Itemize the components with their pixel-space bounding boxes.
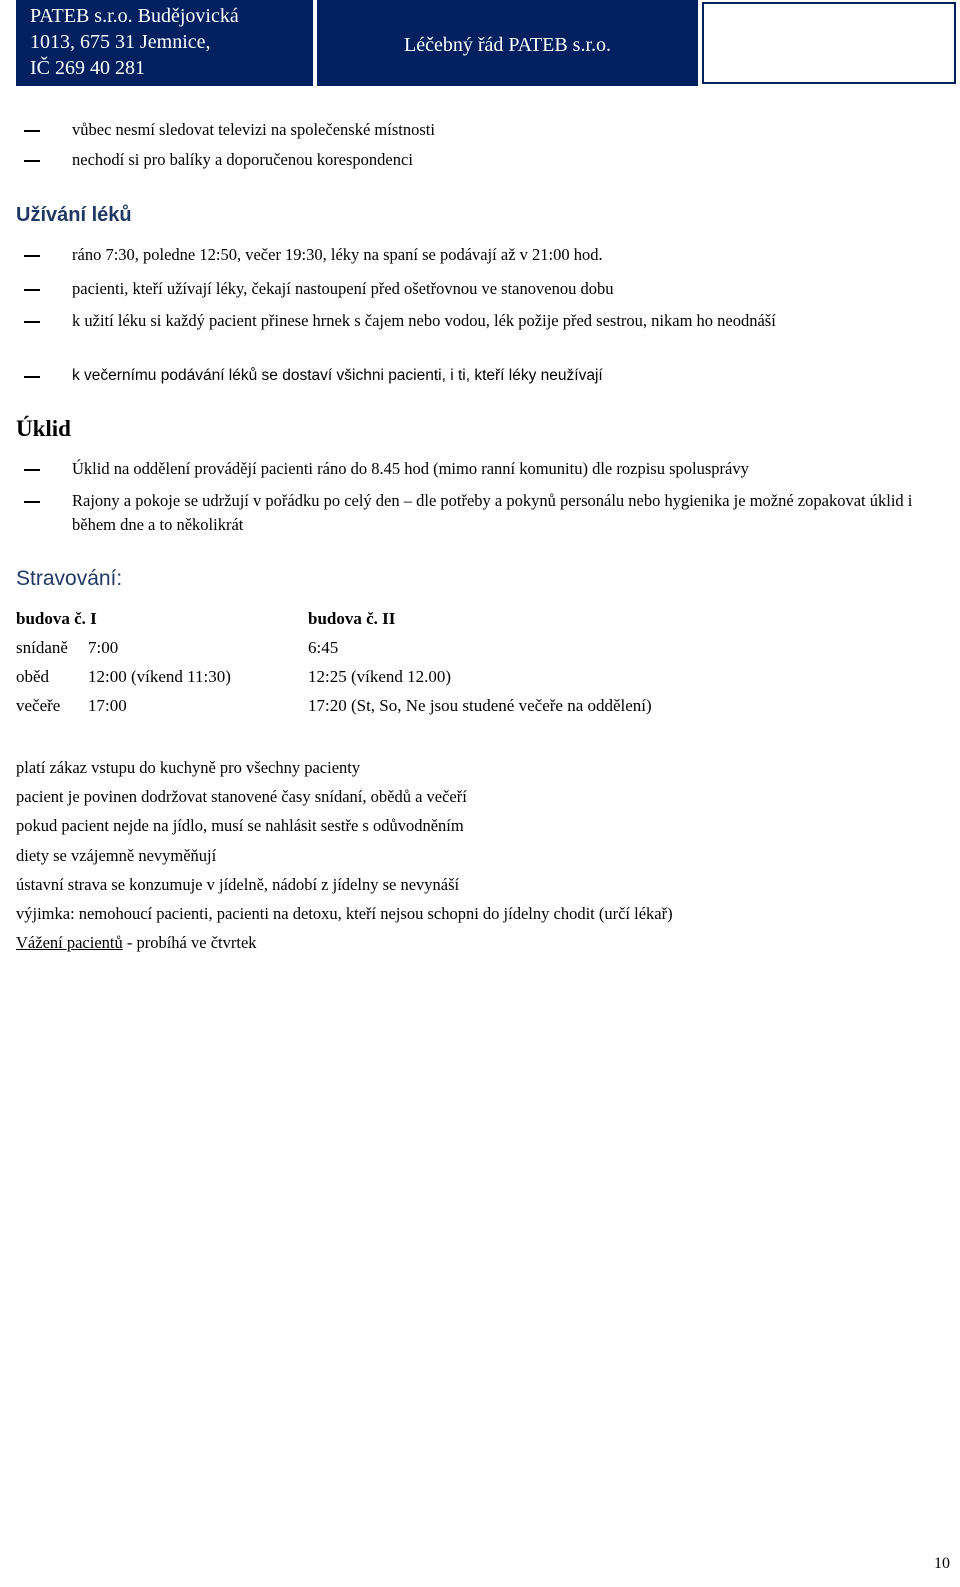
header-logo-cell [702, 2, 956, 84]
header-company-cell [16, 0, 313, 86]
section-heading-medications: Užívání léků [16, 204, 132, 226]
company-line-1: PATEB s.r.o. Budějovická [30, 5, 239, 27]
meal-rule: platí zákaz vstupu do kuchyně pro všechny pacienty [16, 758, 361, 777]
section-heading-meals: Stravování: [16, 567, 123, 590]
building-2-label: budova č. II [308, 609, 396, 628]
meal-rule: pokud pacient nejde na jídlo, musí se nahlásit sestře s odůvodněním [16, 816, 464, 835]
header-title-cell [317, 0, 698, 86]
weighing-text: - probíhá ve čtvrtek [122, 933, 257, 952]
page-number: 10 [934, 1555, 950, 1572]
weighing-label: Vážení pacientů [16, 933, 123, 952]
meal-rule: pacient je povinen dodržovat stanovené časy snídaní, obědů a večeří [16, 787, 467, 806]
building-1-label: budova č. I [16, 609, 97, 628]
meal-rule: diety se vzájemně nevyměňují [16, 846, 217, 865]
document-header [0, 0, 960, 86]
section-heading-cleaning: Úklid [16, 416, 71, 441]
company-line-2: 1013, 675 31 Jemnice, [30, 31, 211, 53]
company-line-3: IČ 269 40 281 [30, 57, 145, 79]
meal-rule: ústavní strava se konzumuje v jídelně, nádobí z jídelny se nevynáší [16, 875, 460, 894]
meal-rule: výjimka: nemohoucí pacienti, pacienti na detoxu, kteří nejsou schopni do jídelny chodit (určí lékař) [16, 904, 673, 923]
document-title: Léčebný řád PATEB s.r.o. [403, 34, 611, 56]
weighing-note [16, 933, 257, 953]
